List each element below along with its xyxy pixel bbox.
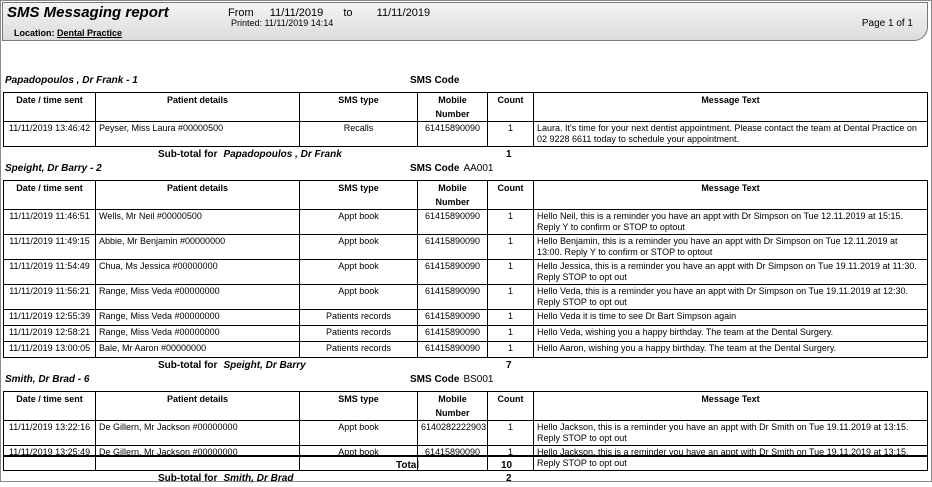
- doctor-name: Smith, Dr Brad - 6: [5, 374, 90, 385]
- table-header-row: [4, 93, 928, 122]
- cell-patient: De Gillern, Mr Jackson #00000000: [96, 446, 300, 471]
- cell-type: Appt book: [300, 421, 418, 446]
- printed-value: 11/11/2019 14:14: [264, 18, 334, 28]
- subtotal-label: [158, 149, 342, 160]
- column-header: Count: [488, 181, 534, 210]
- cell-patient: Range, Miss Veda #00000000: [96, 310, 300, 326]
- cell-mobile: 61415890090: [418, 326, 488, 342]
- cell-type: Recalls: [300, 122, 418, 147]
- table-row: [4, 310, 928, 326]
- sms-code: [410, 75, 463, 86]
- sms-code: [410, 374, 493, 385]
- location-label: Location:: [14, 28, 55, 38]
- sms-table: [3, 92, 928, 147]
- cell-date: 11/11/2019 11:46:51: [4, 210, 96, 235]
- cell-patient: Range, Miss Veda #00000000: [96, 326, 300, 342]
- subtotal-name: Papadopoulos , Dr Frank: [223, 149, 342, 160]
- cell-mobile: 61415890090: [418, 310, 488, 326]
- cell-count: 1: [488, 326, 534, 342]
- subtotal-row: [3, 471, 928, 487]
- cell-mobile: 61415890090: [418, 260, 488, 285]
- column-header: Date / time sent: [4, 93, 96, 122]
- cell-mobile: 6140282222903: [418, 421, 488, 446]
- cell-date: 11/11/2019 11:49:15: [4, 235, 96, 260]
- table-row: [4, 342, 928, 358]
- cell-message: Hello Veda it is time to see Dr Bart Simpson again: [534, 310, 928, 326]
- cell-count: 1: [488, 285, 534, 310]
- cell-type: Patients records: [300, 326, 418, 342]
- cell-message: Hello Neil, this is a reminder you have an appt with Dr Simpson on Tue 12.11.2019 at 15:15. Reply Y to confirm or STOP to optout: [534, 210, 928, 235]
- table-row: [4, 446, 928, 471]
- cell-count: 1: [488, 235, 534, 260]
- column-header: Message Text: [534, 181, 928, 210]
- column-header: SMS type: [300, 181, 418, 210]
- cell-mobile: 61415890090: [418, 285, 488, 310]
- page-number: Page 1 of 1: [861, 18, 913, 29]
- table-row: [4, 235, 928, 260]
- sms-code-label: SMS Code: [410, 163, 460, 174]
- from-label: From: [228, 7, 254, 19]
- cell-count: 1: [488, 310, 534, 326]
- column-header: SMS type: [300, 392, 418, 421]
- cell-type: Appt book: [300, 210, 418, 235]
- column-header: Date / time sent: [4, 392, 96, 421]
- sms-code-label: SMS Code: [410, 374, 460, 385]
- report-header: [2, 2, 928, 41]
- cell-count: 1: [488, 260, 534, 285]
- column-header: Message Text: [534, 392, 928, 421]
- to-date: 11/11/2019: [376, 7, 431, 19]
- subtotal-name: Speight, Dr Barry: [223, 360, 306, 371]
- doctor-group-header: [3, 75, 928, 92]
- column-header: Patient details: [96, 93, 300, 122]
- cell-message: Hello Aaron, wishing you a happy birthday. The team at the Dental Surgery.: [534, 342, 928, 358]
- cell-count: 1: [488, 421, 534, 446]
- cell-date: 11/11/2019 11:56:21: [4, 285, 96, 310]
- cell-date: 11/11/2019 13:25:49: [4, 446, 96, 471]
- cell-message: Hello Veda, wishing you a happy birthday. The team at the Dental Surgery.: [534, 326, 928, 342]
- subtotal-text: Sub-total for: [158, 473, 218, 484]
- table-header-row: [4, 392, 928, 421]
- table-row: [4, 421, 928, 446]
- cell-count: 1: [488, 446, 534, 471]
- table-row: [4, 260, 928, 285]
- cell-type: Appt book: [300, 446, 418, 471]
- table-row: [4, 210, 928, 235]
- subtotal-count: 2: [506, 473, 512, 484]
- column-header: Patient details: [96, 181, 300, 210]
- column-header: Count: [488, 392, 534, 421]
- cell-mobile: 61415890090: [418, 210, 488, 235]
- cell-message: Hello Jessica, this is a reminder you have an appt with Dr Simpson on Tue 19.11.2019 at 11:30. Reply STOP to opt out: [534, 260, 928, 285]
- cell-type: Patients records: [300, 342, 418, 358]
- sms-code-value: BS001: [463, 374, 494, 385]
- location-value[interactable]: Dental Practice: [57, 28, 123, 38]
- cell-count: 1: [488, 342, 534, 358]
- cell-type: Appt book: [300, 285, 418, 310]
- cell-patient: Abbie, Mr Benjamin #00000000: [96, 235, 300, 260]
- cell-date: 11/11/2019 12:55:39: [4, 310, 96, 326]
- cell-count: 1: [488, 210, 534, 235]
- cell-patient: Wells, Mr Neil #00000500: [96, 210, 300, 235]
- report-title: SMS Messaging report: [7, 4, 169, 21]
- cell-type: Appt book: [300, 260, 418, 285]
- cell-date: 11/11/2019 13:22:16: [4, 421, 96, 446]
- sms-table: [3, 391, 928, 471]
- cell-message: Hello Veda, this is a reminder you have an appt with Dr Simpson on Tue 19.11.2019 at 12:30. Reply STOP to opt out: [534, 285, 928, 310]
- cell-count: 1: [488, 122, 534, 147]
- subtotal-label: [158, 360, 306, 371]
- doctor-name: Speight, Dr Barry - 2: [5, 163, 102, 174]
- table-row: [4, 122, 928, 147]
- cell-type: Appt book: [300, 235, 418, 260]
- table-row: [4, 326, 928, 342]
- sms-code-value: AA001: [463, 163, 494, 174]
- printed-line: [231, 18, 333, 28]
- doctor-name: Papadopoulos , Dr Frank - 1: [5, 75, 138, 86]
- cell-patient: Chua, Ms Jessica #00000000: [96, 260, 300, 285]
- location-line: [14, 28, 122, 38]
- subtotal-name: Smith, Dr Brad: [223, 473, 294, 484]
- cell-message: Laura. It's time for your next dentist appointment. Please contact the team at Dental Practice on 02 9228 6611 today to schedule your appointment.: [534, 122, 928, 147]
- printed-label: Printed:: [231, 18, 263, 28]
- subtotal-count: 7: [506, 360, 512, 371]
- cell-date: 11/11/2019 13:00:05: [4, 342, 96, 358]
- column-header: SMS type: [300, 93, 418, 122]
- cell-date: 11/11/2019 11:54:49: [4, 260, 96, 285]
- subtotal-row: [3, 358, 928, 374]
- subtotal-text: Sub-total for: [158, 360, 218, 371]
- subtotal-label: [158, 473, 293, 484]
- cell-mobile: 61415890090: [418, 235, 488, 260]
- column-header: Date / time sent: [4, 181, 96, 210]
- column-header: Count: [488, 93, 534, 122]
- subtotal-row: [3, 147, 928, 163]
- column-header: Mobile Number: [418, 392, 488, 421]
- cell-patient: Bale, Mr Aaron #00000000: [96, 342, 300, 358]
- cell-message: Hello Benjamin, this is a reminder you have an appt with Dr Simpson on Tue 12.11.2019 at 13:00. Reply Y to confirm or STOP to optout: [534, 235, 928, 260]
- sms-code-label: SMS Code: [410, 75, 460, 86]
- cell-message: Hello Jackson, this is a reminder you have an appt with Dr Smith on Tue 19.11.2019 at 13:15. Reply STOP to opt out: [534, 446, 928, 471]
- doctor-group-header: [3, 163, 928, 180]
- to-label: to: [343, 7, 353, 19]
- cell-mobile: 61415890090: [418, 122, 488, 147]
- column-header: Patient details: [96, 392, 300, 421]
- cell-patient: De Gillern, Mr Jackson #00000000: [96, 421, 300, 446]
- total-count: 10: [501, 460, 513, 471]
- subtotal-count: 1: [506, 149, 512, 160]
- cell-message: Hello Jackson, this is a reminder you have an appt with Dr Smith on Tue 19.11.2019 at 13:15. Reply STOP to opt out: [534, 421, 928, 446]
- sms-table: [3, 180, 928, 358]
- cell-type: Patients records: [300, 310, 418, 326]
- cell-mobile: 61415890090: [418, 446, 488, 471]
- subtotal-text: Sub-total for: [158, 149, 218, 160]
- table-header-row: [4, 181, 928, 210]
- total-divider: [3, 455, 928, 457]
- column-header: Message Text: [534, 93, 928, 122]
- from-date: 11/11/2019: [269, 7, 324, 19]
- cell-mobile: 61415890090: [418, 342, 488, 358]
- cell-patient: Range, Miss Veda #00000000: [96, 285, 300, 310]
- cell-date: 11/11/2019 13:46:42: [4, 122, 96, 147]
- table-row: [4, 285, 928, 310]
- column-header: Mobile Number: [418, 181, 488, 210]
- column-header: Mobile Number: [418, 93, 488, 122]
- sms-code: [410, 163, 493, 174]
- report-body: [3, 75, 928, 487]
- doctor-group-header: [3, 374, 928, 391]
- cell-patient: Peyser, Miss Laura #00000500: [96, 122, 300, 147]
- cell-date: 11/11/2019 12:58:21: [4, 326, 96, 342]
- total-label: Total: [396, 460, 420, 471]
